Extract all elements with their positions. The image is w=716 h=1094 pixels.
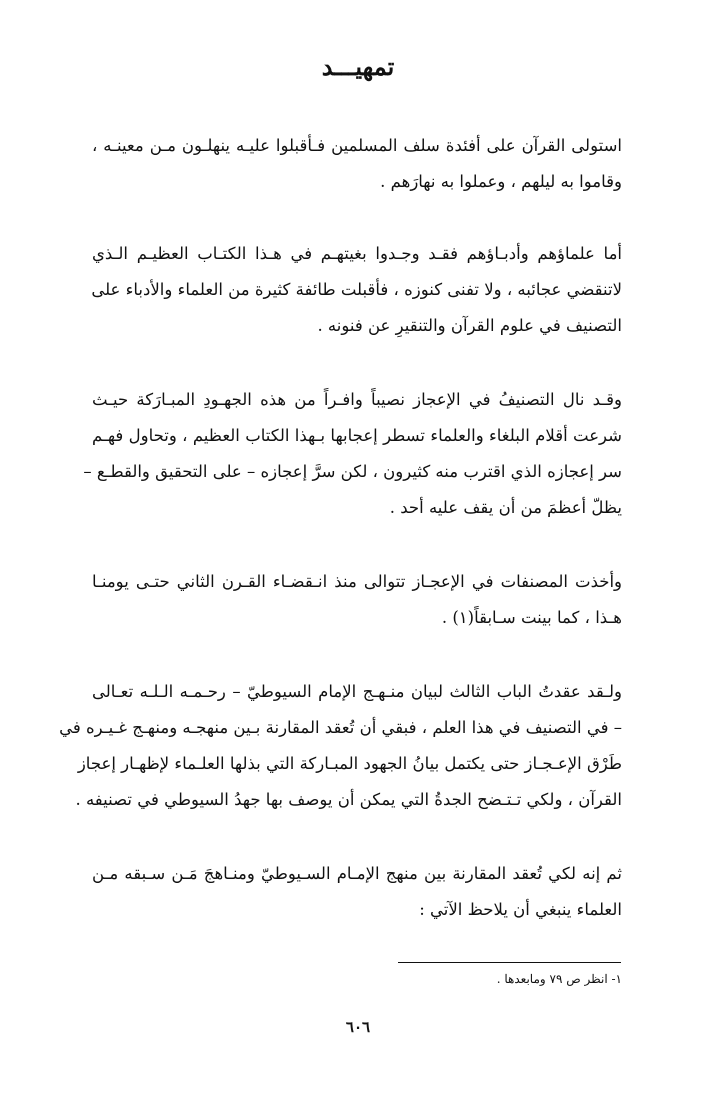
paragraph-line: لاتنقضي عجائبه ، ولا تفنى كنوزه ، فأقبلت طائفة كثيرة من العلماء والأدباء على [91, 280, 622, 299]
paragraph-line: وقـد نال التصنيفُ في الإعجاز نصيباً وافـراً من هذه الجهـودِ المبـارَكة حيـث [92, 390, 622, 409]
paragraph-line: وأخذت المصنفات في الإعجـاز تتوالى منذ انـقضـاء القـرن الثاني حتـى يومنـا [92, 572, 622, 591]
paragraph-2 [92, 236, 622, 344]
paragraph-line: – في التصنيف في هذا العلم ، فبقي أن تُعقد المقارنة بـين منهجـه ومنهـج غـيـره في [59, 718, 622, 737]
paragraph-6 [92, 856, 622, 928]
paragraph-line: سر إعجازه الذي اقترب منه كثيرون ، لكن سرَّ إعجازه – على التحقيق والقطـع – [83, 462, 622, 481]
paragraph-line: استولى القرآن على أفئدة سلف المسلمين فـأقبلوا عليـه ينهلـون مـن معينـه ، [92, 136, 622, 155]
paragraph-line: ثم إنه لكي تُعقد المقارنة بين منهج الإمـام السـيوطيّ ومنـاهجَ مَـن سـبقه مـن [92, 864, 622, 883]
paragraph-line: ولـقد عقدتُ الباب الثالث لبيان منـهـج الإمام السيوطيّ – رحـمـه الـلـه تعـالى [92, 682, 622, 701]
paragraph-line: العلماء ينبغي أن يلاحظ الآتي : [419, 900, 622, 919]
paragraph-line: هـذا ، كما بينت سـابقاً(١) . [441, 608, 622, 627]
paragraph-1 [92, 128, 622, 200]
paragraph-line: القرآن ، ولكي تـتـضح الجدةُ التي يمكن أن يوصف بها جهدُ السيوطي في تصنيفه . [75, 790, 622, 809]
paragraph-line: التصنيف في علوم القرآن والتنقيرِ عن فنونه . [317, 316, 622, 335]
page-title: تمهيـــد [321, 52, 395, 81]
paragraph-5 [59, 674, 622, 818]
paragraph-4 [92, 564, 622, 636]
paragraph-line: شرعت أقلام البلغاء والعلماء تسطر إعجابها بـهذا الكتاب العظيم ، وتحاول فهـم [92, 426, 622, 445]
paragraph-line: أما علماؤهم وأدبـاؤهم فقـد وجـدوا بغيتهـم في هـذا الكتـاب العظيـم الـذي [92, 244, 622, 263]
paragraph-3 [83, 382, 622, 526]
paragraph-line: طَرْق الإعـجـاز حتى يكتمل بيانُ الجهود المبـاركة التي بذلها العلـماء لإظهـار إعجاز [77, 754, 622, 773]
footnote-divider [398, 962, 621, 963]
page-number: ٦٠٦ [345, 1018, 371, 1036]
paragraph-line: وقاموا به ليلهم ، وعملوا به نهارَهم . [380, 172, 622, 191]
paragraph-line: يظلّ أعظمَ من أن يقف عليه أحد . [389, 498, 622, 517]
footnote: ١- انظر ص ٧٩ ومابعدها . [496, 972, 622, 986]
